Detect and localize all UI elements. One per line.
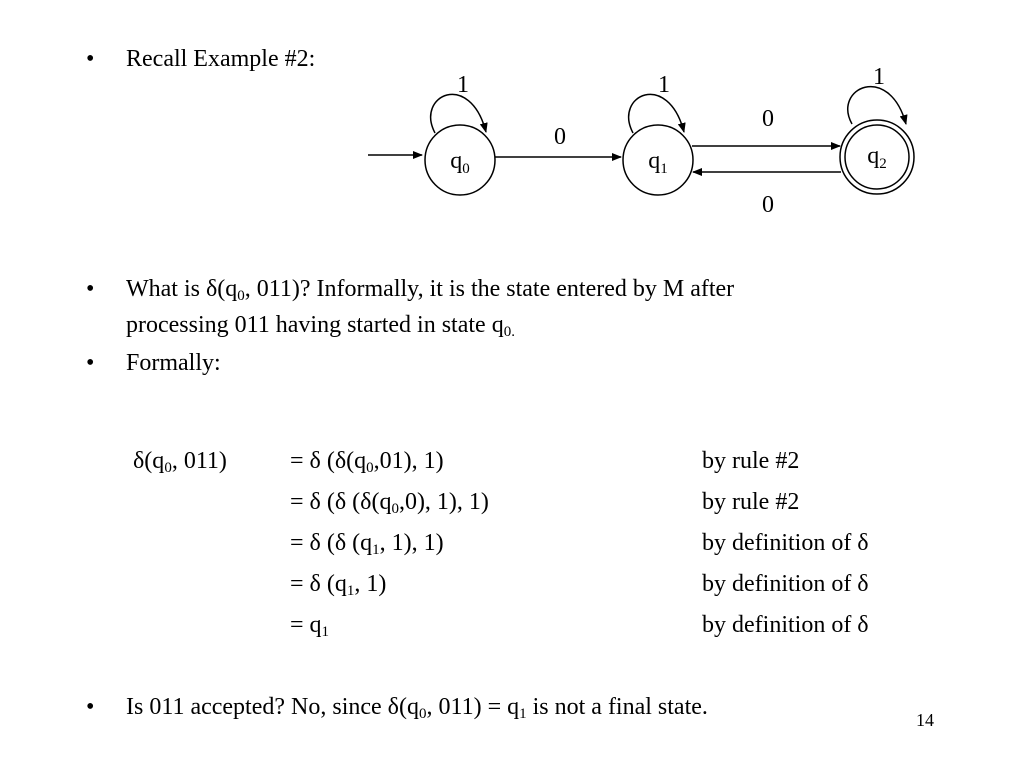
recall-text: Recall Example #2:: [126, 46, 316, 72]
page-number: 14: [916, 710, 934, 730]
derivation-step: = δ ($\delta(q_0,01)$, 1): [290, 448, 444, 476]
loop-q2: [848, 87, 906, 124]
state-q1-label: $q_1$: [648, 148, 668, 177]
what-is-line1: What is $\delta(q_0$, 011)? Informally, it is the state entered by M after: [126, 276, 735, 304]
loop-q1-label: 1: [658, 72, 670, 98]
edge-q0-q1-label: 0: [554, 124, 566, 150]
derivation-reason: by definition of δ: [702, 530, 869, 556]
derivation-lhs: $\delta(q_0$, 011): [133, 448, 227, 476]
state-q0-label: $q_0$: [450, 148, 470, 177]
derivation-step: = δ (δ ($q_1$, 1), 1): [290, 530, 444, 558]
derivation-step: = δ (δ ($\delta(q_0,0)$, 1), 1): [290, 489, 489, 517]
derivation-reason: by definition of δ: [702, 612, 869, 638]
bullet-dot: •: [86, 46, 95, 72]
accepted-text: Is 011 accepted? No, since $\delta(q_0$, $011) = q_1$ is not a final state.: [126, 694, 708, 722]
loop-q2-label: 1: [873, 64, 885, 90]
derivation-reason: by rule #2: [702, 489, 800, 515]
formally-text: Formally:: [126, 350, 221, 376]
bullet-dot: •: [86, 694, 95, 720]
bullet-dot: •: [86, 350, 95, 376]
derivation-reason: by rule #2: [702, 448, 800, 474]
derivation-reason: by definition of δ: [702, 571, 869, 597]
derivation-step: = $q_1$: [290, 612, 330, 640]
dfa-diagram: [0, 0, 1024, 260]
bullet-dot: •: [86, 276, 95, 302]
state-q2-label: $q_2$: [867, 143, 887, 172]
loop-q0-label: 1: [457, 72, 469, 98]
derivation-step: = δ ($q_1$, 1): [290, 571, 387, 599]
edge-q1-q2-label: 0: [762, 106, 774, 132]
what-is-line2: processing 011 having started in state $q_{0.}$: [126, 312, 515, 340]
edge-q2-q1-label: 0: [762, 192, 774, 218]
